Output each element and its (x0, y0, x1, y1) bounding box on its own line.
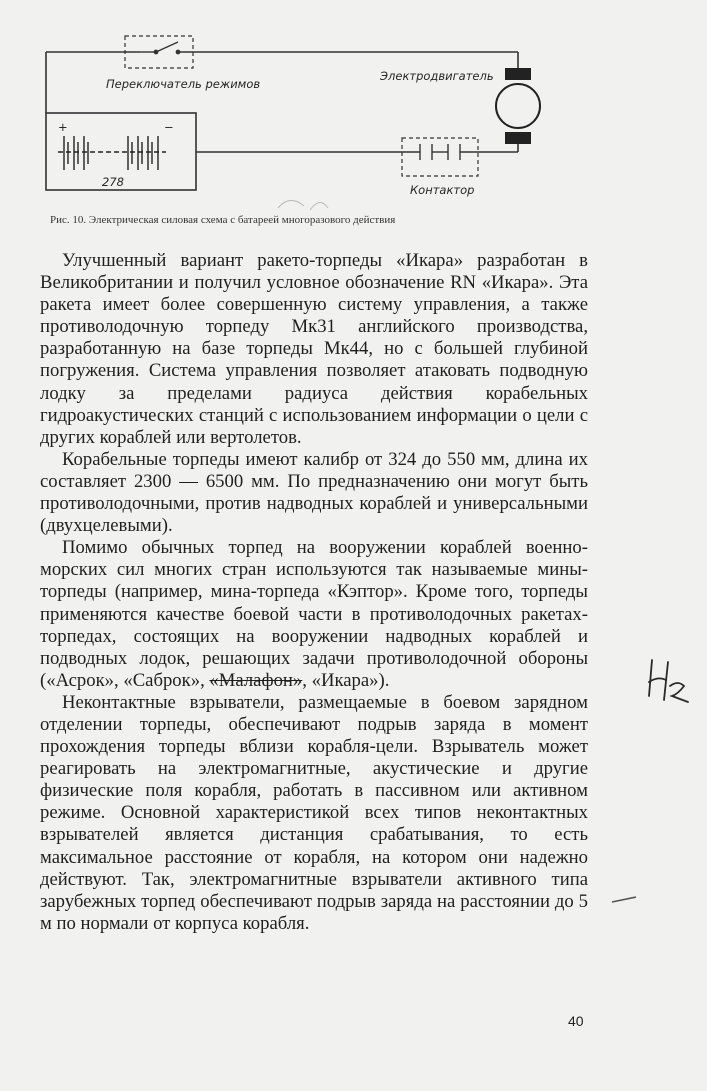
pencil-scribble (278, 200, 328, 210)
motor-label: Электродвигатель (380, 69, 494, 83)
svg-text:+: + (58, 120, 68, 134)
handwritten-margin-note (644, 656, 694, 706)
struck-out-word: «Малафон» (209, 669, 303, 691)
battery-label: 278 (102, 175, 124, 189)
paragraph-3-end: , «Икара»). (302, 669, 390, 691)
paragraph-2: Корабельные торпеды имеют калибр от 324 до 550 мм, длина их составляет 2300 — 6500 мм. По предназначению они могут быть противолодочными, против надводных кораблей и универсальными (двухцелевыми). (40, 448, 588, 537)
paragraph-4: Неконтактные взрыватели, размещаемые в боевом зарядном отделении торпеды, обеспечивают подрыв заряда в момент прохождения торпеды вблизи корабля-цели. Взрыватель может реагировать на электромагнитные, акустические и другие физические поля корабля, работать в пассивном или активном режиме. Основной характеристикой всех типов неконтактных взрывателей является дистанция срабатывания, то есть максимальное расстояние от корабля, на котором они надежно действуют. Так, электромагнитные взрыватели активного типа зарубежных торпед обеспечивают подрыв заряда на расстоянии до 5 м по нормали от корпуса корабля. (40, 691, 588, 934)
circuit-diagram (28, 20, 548, 220)
contactor (402, 138, 478, 176)
paragraph-3 (40, 537, 588, 692)
mode-switch-label: Переключатель режимов (106, 77, 261, 91)
contactor-label: Контактор (410, 183, 475, 197)
battery-cells (58, 136, 166, 170)
paragraph-3-start: Помимо обычных торпед на вооружении кораблей военно-морских сил многих стран используются так называемые мины-торпеды (например, мина-торпеда «Кэптор». Кроме того, торпеды применяются качестве боевой части в противолодочных ракетах-торпедах, состоящих на вооружении надводных кораблей и подводных лодок, решающих задачи противолодочной обороны («Асрок», «Саброк», (40, 537, 588, 691)
figure-caption: Рис. 10. Электрическая силовая схема с батареей многоразового действия (50, 214, 396, 226)
motor (496, 69, 540, 143)
svg-text:−: − (164, 120, 174, 134)
body-text (40, 250, 588, 935)
paragraph-1: Улучшенный вариант ракето-торпеды «Икара» разработан в Великобритании и получил условное обозначение RN «Икара». Эта ракета имеет более совершенную систему управления, а также противолодочную торпеду Мк31 английского производства, разработанную на базе торпеды Мк44, но с большей глубиной погружения. Система управления позволяет атаковать подводную лодку за пределами радиуса действия корабельных гидроакустических станций с использованием информации о цели с других кораблей или вертолетов. (40, 250, 588, 448)
pencil-dash (610, 895, 640, 905)
page-number: 40 (568, 1013, 584, 1029)
